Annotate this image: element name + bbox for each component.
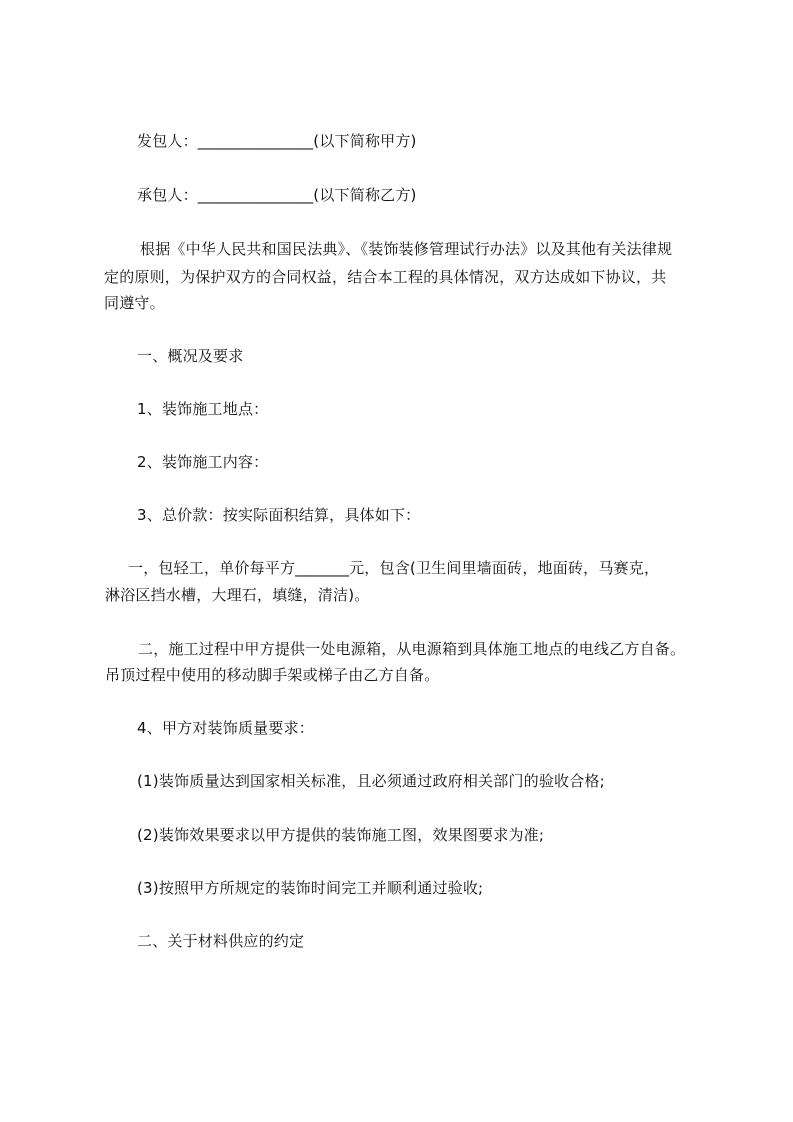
- price-paragraph-line-2: 淋浴区挡水槽，大理石，填缝，清洁)。: [105, 586, 370, 604]
- quality-requirement-1: (1)装饰质量达到国家相关标准，且必须通过政府相关部门的验收合格;: [137, 772, 605, 790]
- contractor-b-line: 承包人：_______________(以下简称乙方): [137, 186, 417, 204]
- intro-paragraph-line-3: 同遵守。: [104, 294, 165, 312]
- item-1-line: 1、装饰施工地点：: [137, 400, 269, 418]
- quality-requirement-3: (3)按照甲方所规定的装饰时间完工并顺利通过验收;: [137, 879, 484, 897]
- section-heading-1: 一、概况及要求: [137, 347, 244, 365]
- power-paragraph-line-1: 二，施工过程中甲方提供一处电源箱，从电源箱到具体施工地点的电线乙方自备。: [138, 640, 686, 658]
- item-4-line: 4、甲方对装饰质量要求：: [137, 719, 314, 737]
- item-2-line: 2、装饰施工内容：: [137, 453, 269, 471]
- intro-paragraph-line-2: 定的原则，为保护双方的合同权益，结合本工程的具体情况，双方达成如下协议，共: [104, 268, 667, 286]
- contractor-a-line: 发包人：_______________(以下简称甲方): [137, 132, 417, 150]
- section-heading-2: 二、关于材料供应的约定: [137, 932, 305, 950]
- price-paragraph-line-1: 一，包轻工，单价每平方_______元，包含(卫生间里墙面砖，地面砖，马赛克，: [128, 559, 660, 577]
- intro-paragraph-line-1: 根据《中华人民共和国民法典》、《装饰装修管理试行办法》以及其他有关法律规: [140, 240, 673, 258]
- item-3-line: 3、总价款：按实际面积结算，具体如下：: [137, 506, 421, 524]
- power-paragraph-line-2: 吊顶过程中使用的移动脚手架或梯子由乙方自备。: [105, 666, 440, 684]
- quality-requirement-2: (2)装饰效果要求以甲方提供的装饰施工图，效果图要求为准;: [137, 826, 545, 844]
